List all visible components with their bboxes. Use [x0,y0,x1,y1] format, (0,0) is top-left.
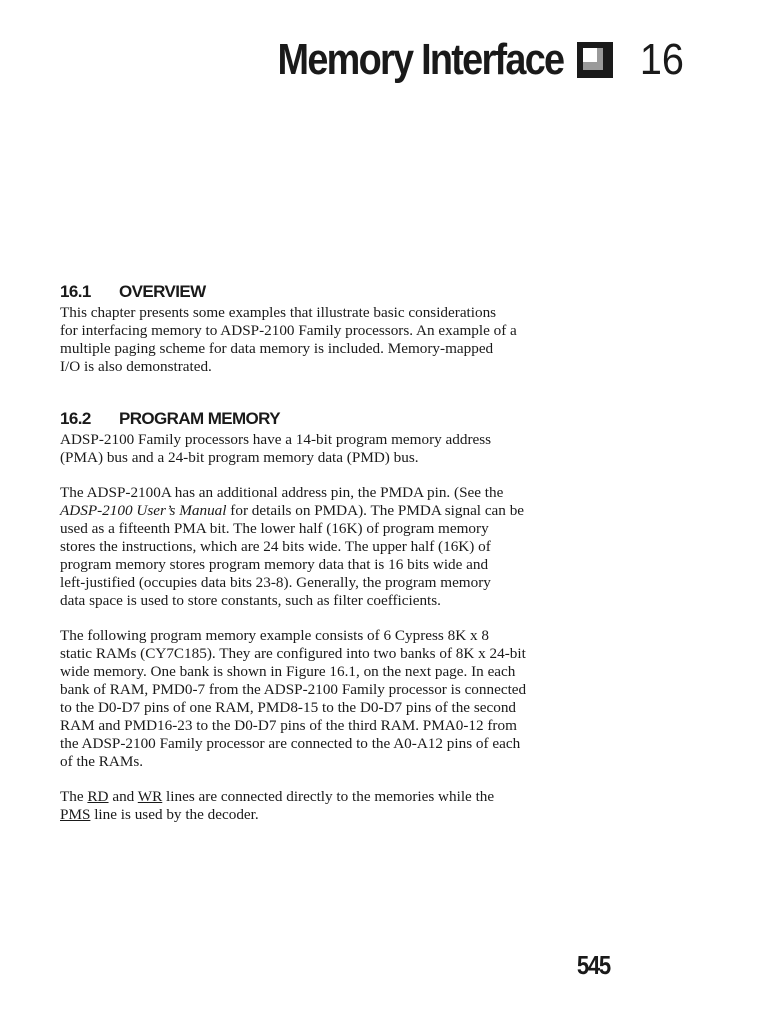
text-fragment: line is used by the decoder. [90,806,259,823]
text-line: bank of RAM, PMD0-7 from the ADSP-2100 Family processor is connected [60,681,527,698]
text-line: The ADSP-2100A has an additional address pin, the PMDA pin. (See the [60,484,504,501]
manual-title: ADSP-2100 User’s Manual [60,502,227,519]
text-line: This chapter presents some examples that illustrate basic considerations [60,304,497,321]
paragraph [60,627,560,771]
page-content [60,280,560,824]
section-heading-overview [60,280,560,304]
text-line: The following program memory example consists of 6 Cypress 8K x 8 [60,627,489,644]
section-number: 16.2 [60,409,91,428]
text-line: the ADSP-2100 Family processor are connected to the A0-A12 pins of each [60,735,521,752]
section-heading-program-memory [60,407,560,431]
section-title: PROGRAM MEMORY [119,409,280,428]
text-line: to the D0-D7 pins of one RAM, PMD8-15 to the D0-D7 pins of the second [60,699,517,716]
text-line: stores the instructions, which are 24 bits wide. The upper half (16K) of [60,538,491,555]
text-line [60,502,560,520]
chapter-number: 16 [639,35,684,84]
text-line: multiple paging scheme for data memory is included. Memory-mapped [60,340,494,357]
square-box-icon [577,42,613,78]
text-line: (PMA) bus and a 24-bit program memory data (PMD) bus. [60,449,419,466]
text-line: left-justified (occupies data bits 23-8). Generally, the program memory [60,574,491,591]
text-fragment: for details on PMDA). The PMDA signal can be [226,502,525,519]
paragraph [60,304,560,376]
page-number: 545 [576,950,610,980]
text-line: static RAMs (CY7C185). They are configured into two banks of 8K x 24-bit [60,645,526,662]
paragraph [60,788,560,824]
section-number: 16.1 [60,282,91,301]
chapter-title: Memory Interface [277,35,564,84]
text-line: ADSP-2100 Family processors have a 14-bit program memory address [60,431,492,448]
text-line [60,788,560,806]
text-line: wide memory. One bank is shown in Figure 16.1, on the next page. In each [60,663,516,680]
paragraph [60,431,560,467]
text-line [60,806,560,824]
text-fragment: The [60,788,88,805]
text-line: I/O is also demonstrated. [60,358,212,375]
paragraph [60,484,560,610]
text-line: data space is used to store constants, such as filter coefficients. [60,592,441,609]
text-line: program memory stores program memory data that is 16 bits wide and [60,556,489,573]
text-line: for interfacing memory to ADSP-2100 Family processors. An example of a [60,322,517,339]
text-line: used as a fifteenth PMA bit. The lower half (16K) of program memory [60,520,489,537]
section-title: OVERVIEW [119,282,206,301]
chapter-header [231,35,684,84]
text-line: of the RAMs. [60,753,144,770]
signal-wr: WR [137,788,163,805]
signal-pms: PMS [60,806,91,823]
text-fragment: lines are connected directly to the memories while the [162,788,495,805]
text-fragment: and [108,788,138,805]
text-line: RAM and PMD16-23 to the D0-D7 pins of the third RAM. PMA0-12 from [60,717,517,734]
signal-rd: RD [87,788,109,805]
